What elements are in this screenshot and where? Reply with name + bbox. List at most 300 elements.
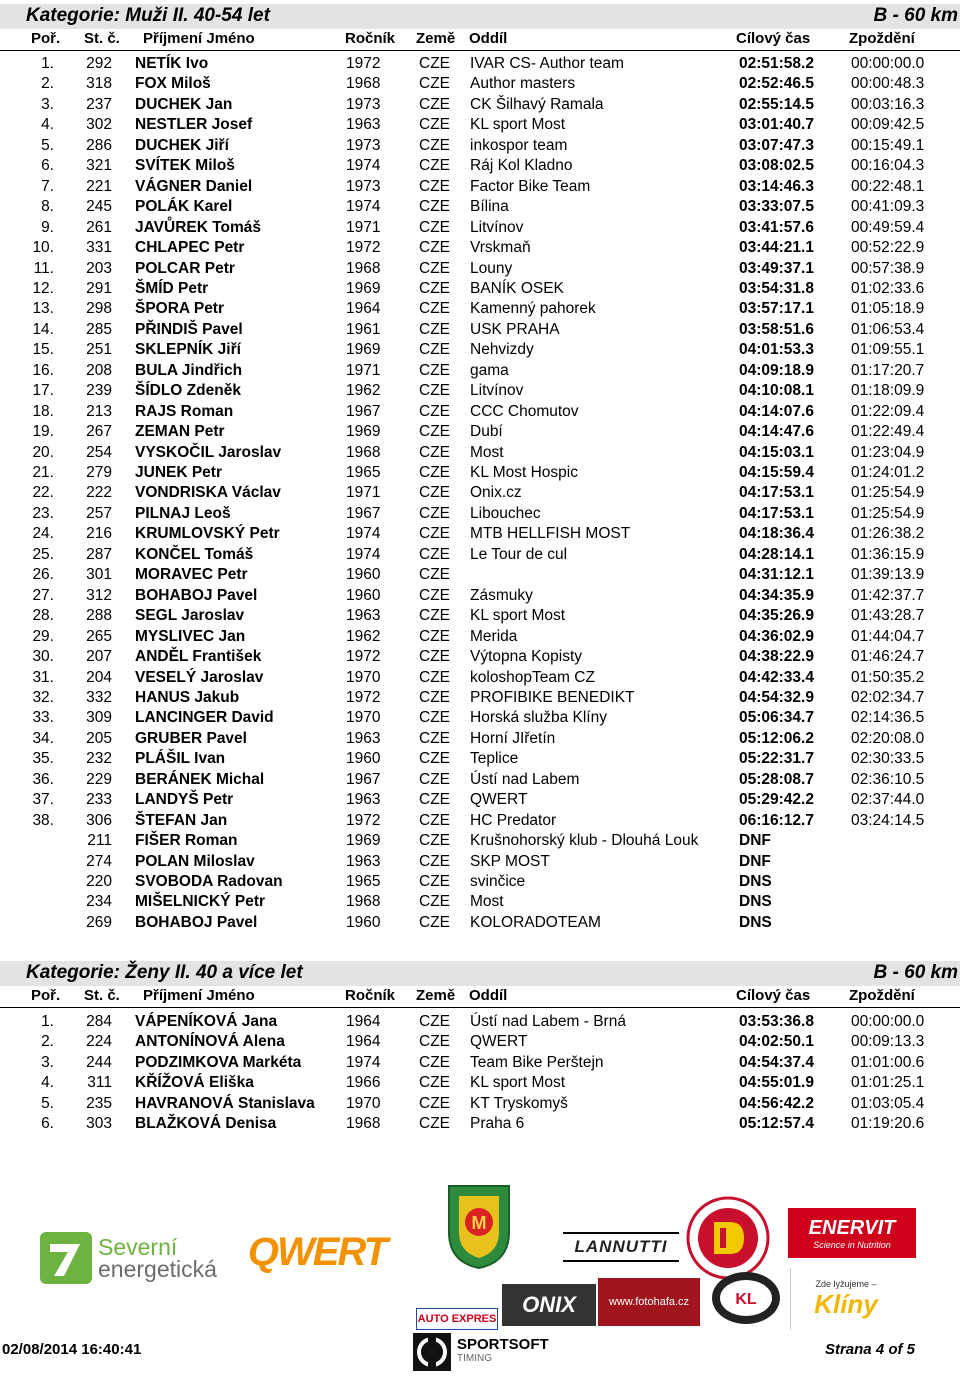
start-number: 321 <box>86 157 112 175</box>
birth-year: 1972 <box>346 811 381 829</box>
time-behind: 02:02:34.7 <box>851 688 925 706</box>
name: POLAN Miloslav <box>135 852 255 870</box>
table-row <box>0 217 960 237</box>
country: CZE <box>419 1053 450 1071</box>
name: ŠTEFAN Jan <box>135 811 228 829</box>
header-gap: Zpoždění <box>849 30 915 47</box>
name: POLCAR Petr <box>135 259 235 277</box>
table-row <box>0 891 960 911</box>
finish-time: 04:15:03.1 <box>739 443 814 461</box>
time-behind: 00:00:00.0 <box>851 55 925 72</box>
finish-time: 04:18:36.4 <box>739 525 814 543</box>
table-row <box>0 258 960 278</box>
country: CZE <box>419 423 450 441</box>
time-behind: 02:20:08.0 <box>851 729 925 747</box>
name: HANUS Jakub <box>135 688 240 706</box>
name: SVOBODA Radovan <box>135 873 283 890</box>
finish-time: DNF <box>739 852 771 870</box>
birth-year: 1963 <box>346 852 381 870</box>
club: QWERT <box>470 1033 528 1051</box>
position: 33. <box>32 709 54 727</box>
category-distance: B - 60 km <box>873 5 958 26</box>
autoexpres-logo <box>416 1308 498 1330</box>
birth-year: 1967 <box>346 402 381 420</box>
finish-time: 04:14:47.6 <box>739 423 814 441</box>
header-year: Ročník <box>345 987 396 1004</box>
name: BLAŽKOVÁ Denisa <box>135 1115 277 1133</box>
table-row <box>0 155 960 175</box>
category-header <box>0 4 960 29</box>
finish-time: DNS <box>739 893 772 911</box>
header-pos: Poř. <box>31 30 61 47</box>
country: CZE <box>419 75 450 93</box>
table-row <box>0 769 960 789</box>
dp-icon <box>684 1194 772 1282</box>
position: 12. <box>32 279 54 297</box>
table-row <box>0 830 960 850</box>
column-headers <box>0 985 960 1008</box>
name: ŠÍDLO Zdeněk <box>135 382 241 400</box>
name: PILNAJ Leoš <box>135 504 231 522</box>
table-row <box>0 851 960 871</box>
country: CZE <box>419 443 450 461</box>
time-behind: 00:03:16.3 <box>851 95 925 113</box>
country: CZE <box>419 709 450 727</box>
club: Nehvizdy <box>470 341 534 359</box>
table-row <box>0 73 960 93</box>
finish-time: DNS <box>739 913 772 931</box>
country: CZE <box>419 484 450 502</box>
klsport-logo <box>710 1270 782 1326</box>
birth-year: 1969 <box>346 279 381 297</box>
name: JAVŮREK Tomáš <box>135 218 262 236</box>
start-number: 291 <box>86 279 112 297</box>
birth-year: 1963 <box>346 607 381 625</box>
lannutti-text: LANNUTTI <box>574 1237 668 1256</box>
position: 9. <box>41 218 54 236</box>
position: 34. <box>32 729 54 747</box>
club: KL sport Most <box>470 607 566 625</box>
sportsoft-icon <box>413 1333 451 1371</box>
finish-time: 03:41:57.6 <box>739 218 814 236</box>
lannutti-logo <box>563 1232 679 1262</box>
country: CZE <box>419 116 450 134</box>
finish-time: 03:57:17.1 <box>739 300 814 318</box>
birth-year: 1961 <box>346 320 381 338</box>
birth-year: 1964 <box>346 1033 381 1051</box>
finish-time: 04:34:35.9 <box>739 586 814 604</box>
name: POLÁK Karel <box>135 198 233 216</box>
svg-text:KL: KL <box>735 1291 757 1308</box>
time-behind: 00:52:22.9 <box>851 239 925 257</box>
finish-time: 04:42:33.4 <box>739 668 814 686</box>
name: RAJS Roman <box>135 402 234 420</box>
finish-time: 04:17:53.1 <box>739 484 814 502</box>
finish-time: 03:14:46.3 <box>739 177 814 195</box>
country: CZE <box>419 668 450 686</box>
birth-year: 1973 <box>346 95 381 113</box>
position: 8. <box>41 198 54 216</box>
club: CK Šilhavý Ramala <box>470 95 604 113</box>
finish-time: 03:53:36.8 <box>739 1013 814 1030</box>
finish-time: 04:56:42.2 <box>739 1094 814 1112</box>
birth-year: 1969 <box>346 423 381 441</box>
country: CZE <box>419 545 450 563</box>
position: 31. <box>32 668 54 686</box>
club: KL sport Most <box>470 1074 566 1092</box>
name: MYSLIVEC Jan <box>135 627 246 645</box>
severni-bottom: energetická <box>98 1256 217 1282</box>
name: PLÁŠIL Ivan <box>135 750 226 768</box>
start-number: 287 <box>86 545 112 563</box>
country: CZE <box>419 566 450 584</box>
country: CZE <box>419 341 450 359</box>
start-number: 229 <box>86 770 112 788</box>
sponsor-logos <box>0 1170 960 1330</box>
birth-year: 1968 <box>346 75 381 93</box>
position: 11. <box>33 259 54 277</box>
birth-year: 1965 <box>346 464 381 481</box>
position: 35. <box>32 750 54 768</box>
position: 17. <box>32 382 54 400</box>
finish-time: 03:08:02.5 <box>739 157 814 175</box>
qwert-logo <box>247 1225 387 1280</box>
name: KONČEL Tomáš <box>135 545 254 563</box>
finish-time: 04:17:53.1 <box>739 504 814 522</box>
start-number: 221 <box>86 177 112 195</box>
header-time: Cílový čas <box>736 987 811 1004</box>
finish-time: 04:55:01.9 <box>739 1074 814 1092</box>
table-row <box>0 114 960 134</box>
finish-time: 05:12:57.4 <box>739 1115 814 1133</box>
time-behind: 03:24:14.5 <box>851 811 925 829</box>
position: 23. <box>32 504 54 522</box>
position: 2. <box>41 75 54 93</box>
time-behind: 00:09:42.5 <box>851 116 925 134</box>
column-headers <box>0 28 960 51</box>
country: CZE <box>419 750 450 768</box>
start-number: 237 <box>86 95 112 113</box>
table-row <box>0 380 960 400</box>
club: HC Predator <box>470 811 557 829</box>
table-row <box>0 278 960 298</box>
time-behind: 00:00:48.3 <box>851 75 925 93</box>
finish-time: 05:12:06.2 <box>739 729 814 747</box>
name: DUCHEK Jiří <box>135 136 229 154</box>
club: Louny <box>470 259 513 277</box>
position: 16. <box>32 361 54 379</box>
start-number: 216 <box>86 525 112 543</box>
birth-year: 1974 <box>346 525 381 543</box>
birth-year: 1974 <box>346 545 381 563</box>
name: JUNEK Petr <box>135 464 222 481</box>
finish-time: 03:01:40.7 <box>739 116 814 134</box>
finish-time: 05:28:08.7 <box>739 770 814 788</box>
start-number: 267 <box>86 423 112 441</box>
table-row <box>0 135 960 155</box>
start-number: 251 <box>86 341 112 359</box>
birth-year: 1968 <box>346 259 381 277</box>
birth-year: 1962 <box>346 627 381 645</box>
start-number: 205 <box>86 729 112 747</box>
country: CZE <box>419 852 450 870</box>
name: NESTLER Josef <box>135 116 253 134</box>
birth-year: 1968 <box>346 893 381 911</box>
club: Le Tour de cul <box>470 545 568 563</box>
position: 22. <box>32 484 54 502</box>
time-behind: 00:00:00.0 <box>851 1013 925 1030</box>
enervit-sub: Science in Nutrition <box>813 1239 891 1250</box>
club: Bílina <box>470 198 509 216</box>
club: Ústí nad Labem <box>470 770 580 788</box>
finish-time: 04:54:32.9 <box>739 688 814 706</box>
start-number: 211 <box>87 832 112 850</box>
time-behind: 01:46:24.7 <box>851 648 925 666</box>
name: ŠMÍD Petr <box>135 279 209 297</box>
position: 14. <box>32 320 54 338</box>
header-gap: Zpoždění <box>849 987 915 1004</box>
start-number: 303 <box>86 1115 112 1133</box>
start-number: 306 <box>86 811 112 829</box>
category-header <box>0 961 960 986</box>
time-behind: 01:50:35.2 <box>851 668 925 686</box>
start-number: 312 <box>86 586 112 604</box>
club: Merida <box>470 627 518 645</box>
table-row <box>0 789 960 809</box>
finish-time: 05:22:31.7 <box>739 750 814 768</box>
finish-time: 04:01:53.3 <box>739 341 814 359</box>
start-number: 331 <box>86 239 112 257</box>
time-behind: 01:05:18.9 <box>851 300 925 318</box>
table-row <box>0 748 960 768</box>
table-row <box>0 564 960 584</box>
table-row <box>0 523 960 543</box>
country: CZE <box>419 239 450 257</box>
birth-year: 1971 <box>346 218 381 236</box>
birth-year: 1972 <box>346 55 381 72</box>
name: FIŠER Roman <box>135 832 238 850</box>
country: CZE <box>419 259 450 277</box>
name: ZEMAN Petr <box>135 423 225 441</box>
country: CZE <box>419 55 450 72</box>
header-no: St. č. <box>84 30 120 47</box>
time-behind: 00:49:59.4 <box>851 218 925 236</box>
birth-year: 1972 <box>346 239 381 257</box>
time-behind: 01:26:38.2 <box>851 525 925 543</box>
birth-year: 1965 <box>346 873 381 890</box>
table-row <box>0 626 960 646</box>
severni-energeticka-logo <box>40 1228 235 1288</box>
name: LANDYŠ Petr <box>135 791 234 809</box>
start-number: 284 <box>86 1013 112 1030</box>
country: CZE <box>419 791 450 809</box>
finish-time: 04:54:37.4 <box>739 1053 814 1071</box>
start-number: 292 <box>86 55 112 72</box>
birth-year: 1967 <box>346 504 381 522</box>
position: 30. <box>32 648 54 666</box>
finish-time: 02:51:58.2 <box>739 55 814 72</box>
table-row <box>0 319 960 339</box>
birth-year: 1964 <box>346 300 381 318</box>
table-row <box>0 912 960 932</box>
time-behind: 02:14:36.5 <box>851 709 925 727</box>
table-row <box>0 605 960 625</box>
table-row <box>0 196 960 216</box>
name: BULA Jindřich <box>135 361 243 379</box>
table-row <box>0 728 960 748</box>
position: 5. <box>41 136 54 154</box>
start-number: 274 <box>86 852 112 870</box>
time-behind: 01:02:33.6 <box>851 279 925 297</box>
table-row <box>0 339 960 359</box>
onix-text: ONIX <box>522 1292 576 1317</box>
header-pos: Poř. <box>31 987 61 1004</box>
seven-icon <box>40 1232 92 1284</box>
birth-year: 1970 <box>346 709 381 727</box>
klsport-icon <box>710 1270 782 1326</box>
header-no: St. č. <box>84 987 120 1004</box>
table-row <box>0 442 960 462</box>
club: Teplice <box>470 750 519 768</box>
table-row <box>0 707 960 727</box>
country: CZE <box>419 832 450 850</box>
table-row <box>0 1072 960 1092</box>
position: 29. <box>32 627 54 645</box>
birth-year: 1974 <box>346 198 381 216</box>
start-number: 311 <box>87 1074 112 1092</box>
name: BOHABOJ Pavel <box>135 913 258 931</box>
category-title: Kategorie: Ženy II. 40 a více let <box>26 962 303 983</box>
qwert-text: QWERT <box>247 1230 387 1274</box>
club: Team Bike Perštejn <box>470 1053 604 1071</box>
header-time: Cílový čas <box>736 30 811 47</box>
start-number: 318 <box>86 75 112 93</box>
country: CZE <box>419 913 450 931</box>
start-number: 261 <box>86 218 112 236</box>
country: CZE <box>419 279 450 297</box>
position: 1. <box>41 1013 54 1030</box>
club: Praha 6 <box>470 1115 525 1133</box>
finish-time: 04:15:59.4 <box>739 464 814 481</box>
time-behind: 00:15:49.1 <box>851 136 925 154</box>
club: Litvínov <box>470 218 524 236</box>
club: KL Most Hospic <box>470 464 578 481</box>
table-row <box>0 585 960 605</box>
start-number: 207 <box>86 648 112 666</box>
table-row <box>0 1011 960 1031</box>
time-behind: 01:03:05.4 <box>851 1094 925 1112</box>
sportsoft-logo <box>413 1332 553 1372</box>
country: CZE <box>419 218 450 236</box>
name: KŘÍŽOVÁ Eliška <box>135 1074 254 1092</box>
finish-time: 02:55:14.5 <box>739 95 814 113</box>
start-number: 332 <box>86 688 112 706</box>
header-year: Ročník <box>345 30 396 47</box>
finish-time: 05:06:34.7 <box>739 709 814 727</box>
time-behind: 01:36:15.9 <box>851 545 925 563</box>
country: CZE <box>419 464 450 481</box>
crest-icon <box>445 1182 513 1270</box>
birth-year: 1966 <box>346 1074 381 1092</box>
table-row <box>0 667 960 687</box>
birth-year: 1971 <box>346 484 381 502</box>
time-behind: 00:41:09.3 <box>851 198 925 216</box>
country: CZE <box>419 177 450 195</box>
table-row <box>0 1052 960 1072</box>
time-behind: 01:01:25.1 <box>851 1074 925 1092</box>
start-number: 208 <box>86 361 112 379</box>
time-behind: 01:22:09.4 <box>851 402 925 420</box>
country: CZE <box>419 893 450 911</box>
table-row <box>0 53 960 73</box>
start-number: 235 <box>86 1094 112 1112</box>
club: Most <box>470 443 504 461</box>
country: CZE <box>419 1074 450 1092</box>
club: Author masters <box>470 75 576 93</box>
country: CZE <box>419 648 450 666</box>
position: 4. <box>41 1074 54 1092</box>
finish-time: 03:54:31.8 <box>739 279 814 297</box>
birth-year: 1963 <box>346 729 381 747</box>
header-nat: Země <box>416 987 456 1004</box>
birth-year: 1960 <box>346 586 381 604</box>
table-row <box>0 176 960 196</box>
name: ANDĚL František <box>135 648 262 666</box>
position: 7. <box>41 177 54 195</box>
position: 25. <box>32 545 54 563</box>
country: CZE <box>419 1094 450 1112</box>
club: Factor Bike Team <box>470 177 591 195</box>
name: BERÁNEK Michal <box>135 770 265 788</box>
time-behind: 01:39:13.9 <box>851 566 925 584</box>
country: CZE <box>419 525 450 543</box>
birth-year: 1960 <box>346 750 381 768</box>
start-number: 239 <box>86 382 112 400</box>
country: CZE <box>419 1013 450 1030</box>
fotohafa-logo <box>598 1278 700 1326</box>
name: KRUMLOVSKÝ Petr <box>135 525 280 543</box>
country: CZE <box>419 1115 450 1133</box>
header-nat: Země <box>416 30 456 47</box>
table-row <box>0 810 960 830</box>
finish-time: 04:31:12.1 <box>739 566 814 584</box>
start-number: 213 <box>86 402 112 420</box>
start-number: 302 <box>86 116 112 134</box>
position: 20. <box>32 443 54 461</box>
country: CZE <box>419 688 450 706</box>
time-behind: 01:25:54.9 <box>851 504 925 522</box>
country: CZE <box>419 198 450 216</box>
position: 2. <box>41 1033 54 1051</box>
birth-year: 1964 <box>346 1013 381 1030</box>
country: CZE <box>419 320 450 338</box>
page-number: Strana 4 of 5 <box>824 1341 915 1358</box>
position: 21. <box>32 464 54 481</box>
birth-year: 1960 <box>346 913 381 931</box>
table-row <box>0 503 960 523</box>
country: CZE <box>419 382 450 400</box>
country: CZE <box>419 402 450 420</box>
position: 19. <box>32 423 54 441</box>
country: CZE <box>419 811 450 829</box>
table-row <box>0 421 960 441</box>
birth-year: 1972 <box>346 688 381 706</box>
name: LANCINGER David <box>135 709 274 727</box>
name: GRUBER Pavel <box>135 729 247 747</box>
name: HAVRANOVÁ Stanislava <box>135 1094 315 1112</box>
name: PŘINDIŠ Pavel <box>135 320 243 338</box>
time-behind: 01:23:04.9 <box>851 443 925 461</box>
